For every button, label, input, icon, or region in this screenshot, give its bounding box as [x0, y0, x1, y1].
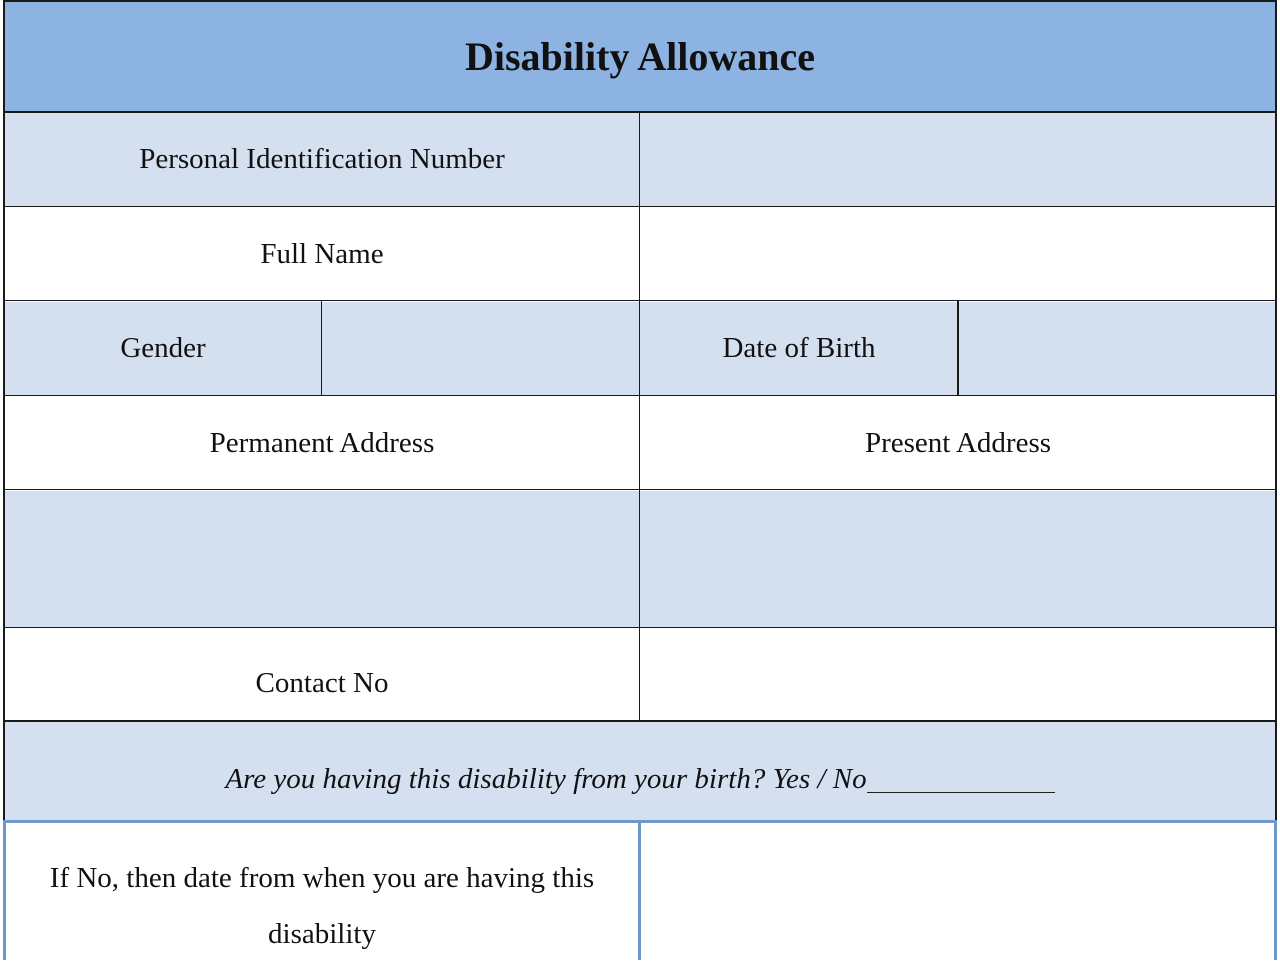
border-row4 — [4, 489, 1276, 490]
border-outer-right — [1275, 0, 1277, 822]
gender-label: Gender — [4, 302, 322, 395]
border-outer-top — [4, 0, 1276, 2]
since-date-label: If No, then date from when you are having this disability — [4, 822, 640, 960]
border-blue-right — [1274, 820, 1277, 960]
contact-label: Contact No — [4, 629, 640, 721]
form-title: Disability Allowance — [4, 1, 1276, 111]
border-outer-left — [3, 0, 5, 822]
border-blue-left — [3, 820, 6, 960]
contact-input-cell[interactable] — [640, 629, 1276, 721]
permanent-address-label: Permanent Address — [4, 396, 640, 490]
border-center-upper — [639, 112, 640, 721]
since-date-input-cell[interactable] — [640, 822, 1276, 960]
border-under-title — [4, 111, 1276, 113]
present-address-label: Present Address — [640, 396, 1276, 490]
dob-label: Date of Birth — [640, 302, 958, 395]
border-row2 — [4, 300, 1276, 301]
border-row5 — [4, 627, 1276, 628]
pin-input-cell[interactable] — [640, 112, 1276, 206]
border-row6 — [4, 720, 1276, 722]
border-blue-center — [638, 820, 641, 960]
birth-answer-blank[interactable] — [867, 766, 1055, 793]
full-name-input-cell[interactable] — [640, 207, 1276, 301]
present-address-input-cell[interactable] — [640, 491, 1276, 628]
border-dob-divider — [957, 301, 959, 395]
pin-label: Personal Identification Number — [4, 112, 640, 206]
birth-question-row — [4, 722, 1276, 821]
border-row3 — [4, 395, 1276, 396]
gender-input-cell[interactable] — [322, 302, 640, 395]
permanent-address-input-cell[interactable] — [4, 491, 640, 628]
border-row1 — [4, 206, 1276, 207]
border-gender-divider — [321, 301, 322, 395]
birth-question-text: Are you having this disability from your birth? Yes / No — [225, 763, 867, 795]
full-name-label: Full Name — [4, 207, 640, 301]
dob-input-cell[interactable] — [958, 302, 1276, 395]
